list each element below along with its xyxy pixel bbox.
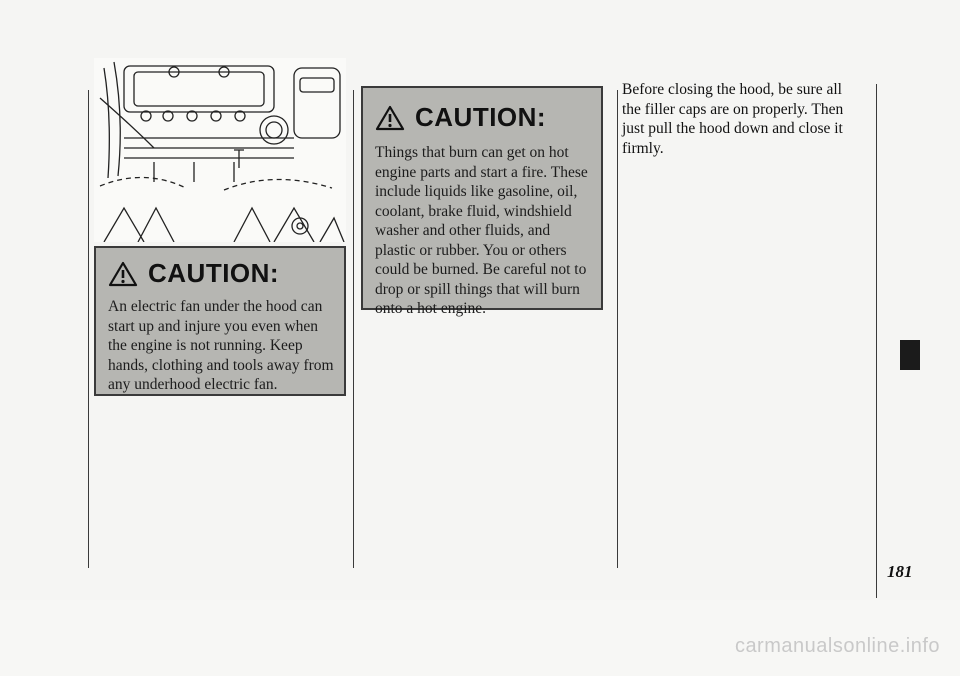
column-rule-middle	[353, 90, 354, 568]
warning-triangle-icon	[108, 261, 138, 287]
closing-hood-instructions: Before closing the hood, be sure all the filler caps are on properly. Then just pull the hood down and close it firmly.	[622, 81, 844, 157]
column-rule-outer	[876, 84, 877, 598]
section-thumb-tab	[900, 340, 920, 370]
page-number: 181	[887, 562, 913, 581]
caution-heading-text: CAUTION:	[415, 102, 547, 132]
caution-box-fire	[361, 86, 603, 317]
caution-body-text: An electric fan under the hood can start up and injure you even when the engine is not running. Keep hands, clothing and tools away from any underhood electric fan.	[108, 298, 334, 393]
caution-box-fan	[94, 246, 346, 396]
column-rule-right	[617, 90, 618, 568]
watermark-text: carmanualsonline.info	[734, 635, 940, 657]
caution-heading-text: CAUTION:	[148, 258, 280, 288]
engine-compartment-illustration	[94, 58, 346, 242]
engine-illustration-drawing	[94, 58, 346, 242]
column-rule-left	[88, 90, 89, 568]
warning-triangle-icon	[375, 105, 405, 131]
caution-heading	[108, 258, 334, 289]
caution-body-text: Things that burn can get on hot engine parts and start a fire. These include liquids like gasoline, oil, coolant, brake fluid, windshield washer and other fluids, and plastic or rubber. You or others could be burned. Be careful not to drop or spill things that will burn onto a hot engine.	[375, 144, 588, 317]
watermark-strip	[0, 600, 960, 676]
caution-heading	[375, 102, 591, 133]
